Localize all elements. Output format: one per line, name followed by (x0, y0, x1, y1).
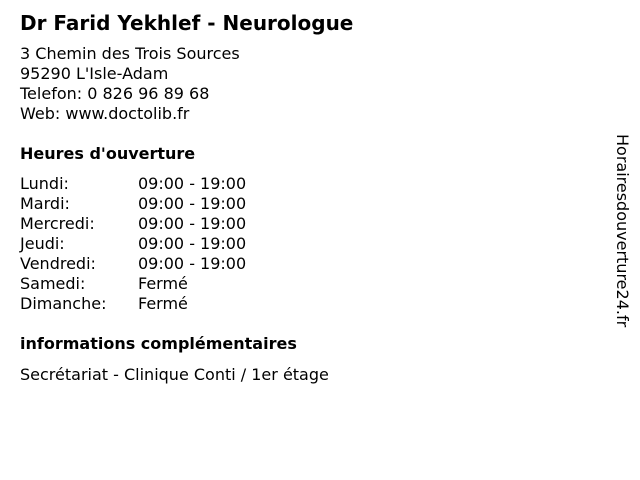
hours-row-tuesday (20, 194, 320, 214)
day-hours: 09:00 - 19:00 (138, 254, 247, 273)
day-hours: Fermé (138, 294, 188, 313)
brand-watermark: Horairesdouverture24.fr (613, 134, 632, 328)
hours-row-sunday (20, 294, 320, 314)
day-label: Mercredi: (20, 214, 95, 233)
hours-row-wednesday (20, 214, 320, 234)
day-label: Jeudi: (20, 234, 65, 253)
day-hours: 09:00 - 19:00 (138, 194, 247, 213)
hours-row-thursday (20, 234, 320, 254)
page-title: Dr Farid Yekhlef - Neurologue (20, 11, 354, 35)
day-label: Mardi: (20, 194, 70, 213)
opening-hours-table (20, 174, 320, 314)
day-hours: 09:00 - 19:00 (138, 174, 247, 193)
website-link[interactable]: Web: www.doctolib.fr (20, 104, 190, 123)
hours-row-monday (20, 174, 320, 194)
additional-info-heading: informations complémentaires (20, 334, 297, 353)
hours-row-saturday (20, 274, 320, 294)
day-hours: 09:00 - 19:00 (138, 214, 247, 233)
street-address: 3 Chemin des Trois Sources (20, 44, 240, 63)
day-hours: Fermé (138, 274, 188, 293)
phone-number: Telefon: 0 826 96 89 68 (20, 84, 210, 103)
opening-hours-heading: Heures d'ouverture (20, 144, 196, 163)
additional-info-text: Secrétariat - Clinique Conti / 1er étage (20, 365, 329, 384)
day-label: Vendredi: (20, 254, 96, 273)
contact-block (20, 44, 240, 124)
day-hours: 09:00 - 19:00 (138, 234, 247, 253)
city-postal-code: 95290 L'Isle-Adam (20, 64, 169, 83)
day-label: Samedi: (20, 274, 86, 293)
day-label: Lundi: (20, 174, 69, 193)
hours-row-friday (20, 254, 320, 274)
day-label: Dimanche: (20, 294, 107, 313)
